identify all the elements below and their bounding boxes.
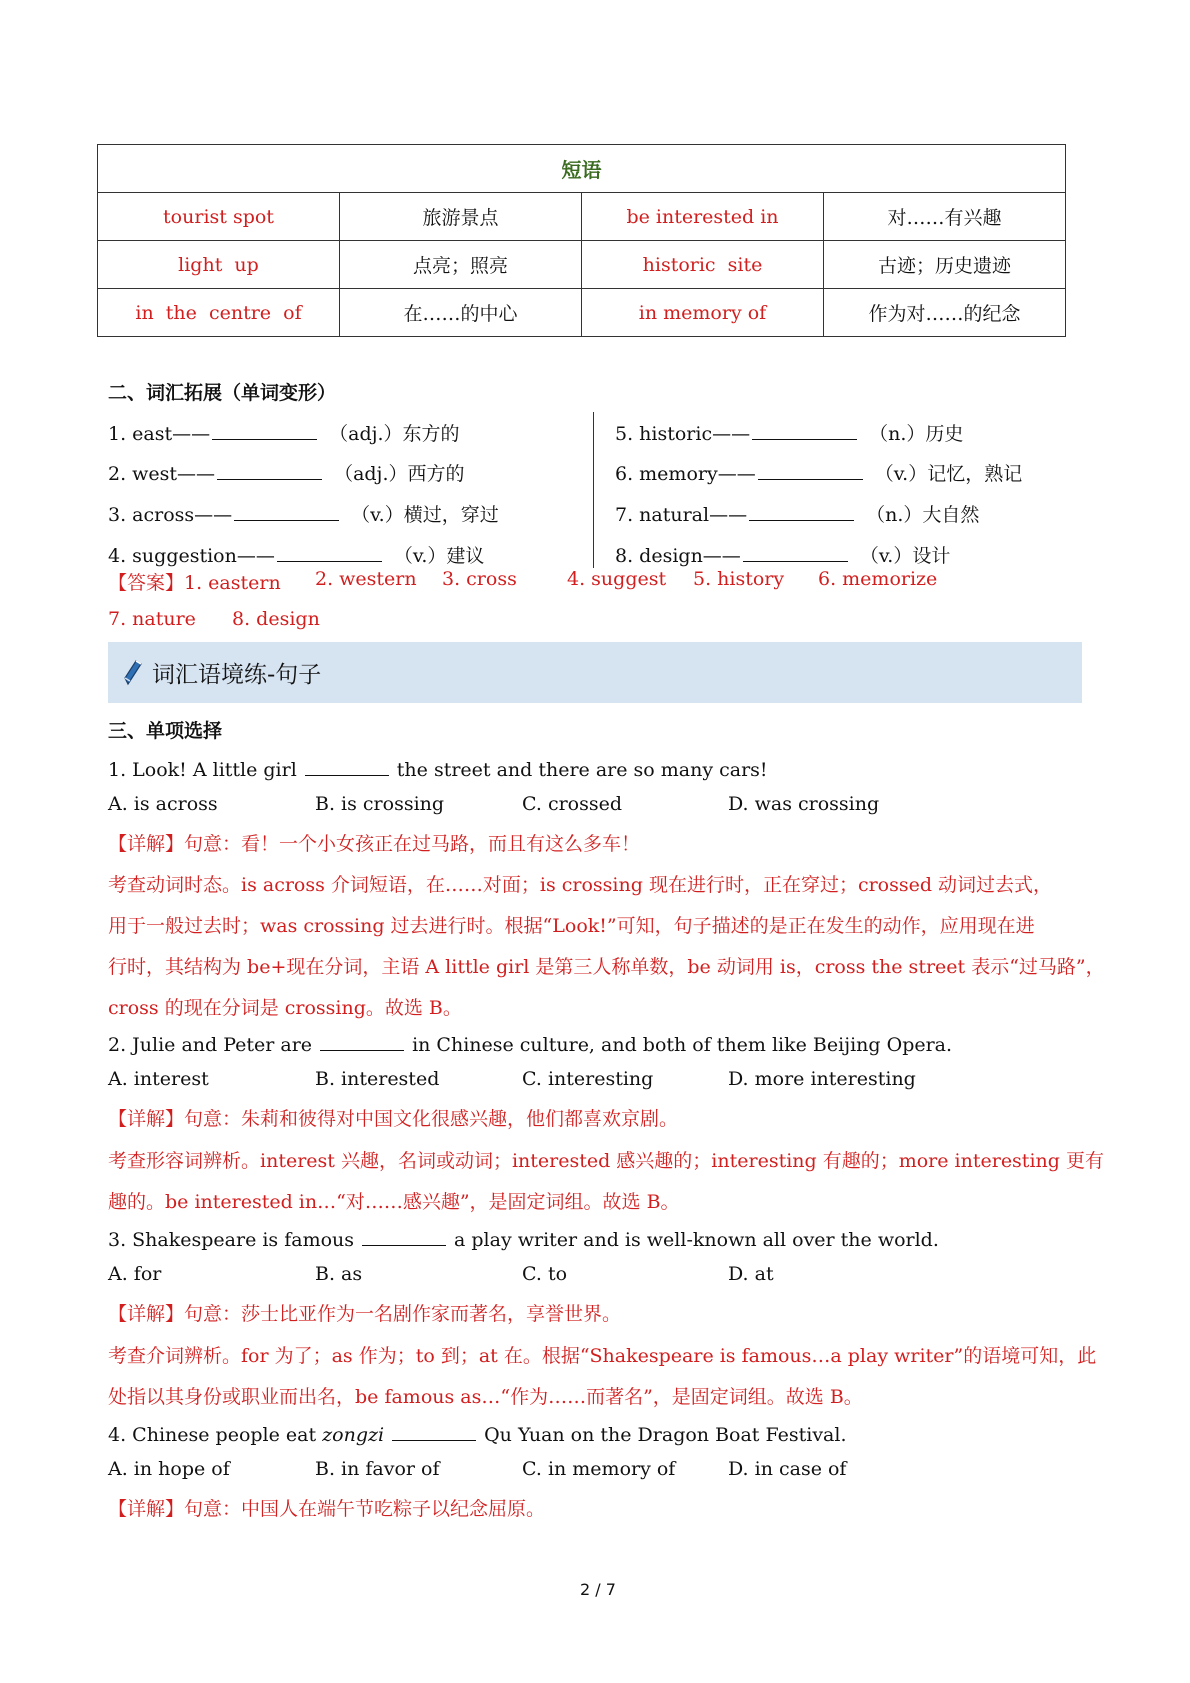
vocab-stem: 6. memory——: [615, 463, 756, 485]
vocab-pos: （adj.）东方的: [329, 423, 460, 445]
phrase-en: historic site: [582, 241, 824, 289]
phrase-zh: 作为对……的纪念: [824, 289, 1066, 337]
answer-blank: [277, 543, 382, 562]
question-stem: [108, 1422, 847, 1446]
phrase-en: be interested in: [582, 193, 824, 241]
stem-part: in Chinese culture, and both of them like Beijing Opera.: [412, 1034, 953, 1056]
answer-item: 3. cross: [442, 568, 517, 590]
stem-part: a play writer and is well-known all over the world.: [454, 1229, 939, 1251]
answer-item: 2. western: [315, 568, 417, 590]
vocab-item: [108, 541, 484, 568]
phrase-en: in the centre of: [98, 289, 340, 337]
answer-item: 1. eastern: [184, 572, 281, 594]
explain-line: 考查形容词辨析。interest 兴趣，名词或动词；interested 感兴趣的；interesting 有趣的；more interesting 更有: [108, 1150, 1104, 1172]
phrase-zh: 点亮；照亮: [340, 241, 582, 289]
answer-item: 7. nature: [108, 608, 196, 630]
explain-line: 行时，其结构为 be+现在分词，主语 A little girl 是第三人称单数，be 动词用 is，cross the street 表示“过马路”，: [108, 956, 1105, 978]
answer-line: [108, 568, 281, 595]
vocab-stem: 8. design——: [615, 545, 741, 567]
option: D. at: [728, 1263, 774, 1285]
option: D. in case of: [728, 1458, 847, 1480]
vocab-pos: （v.）横过，穿过: [351, 504, 499, 526]
vocab-item: [615, 419, 963, 446]
vocab-item: [615, 541, 950, 568]
explain-line: 【详解】句意：莎士比亚作为一名剧作家而著名，享誉世界。: [108, 1303, 622, 1325]
answer-item: 5. history: [693, 568, 785, 590]
vocab-stem: 2. west——: [108, 463, 216, 485]
option: D. more interesting: [728, 1068, 916, 1090]
answer-label: 【答案】: [108, 572, 185, 594]
option: A. for: [108, 1263, 162, 1285]
option: B. in favor of: [315, 1458, 440, 1480]
answer-blank: [320, 1032, 404, 1051]
option: D. was crossing: [728, 793, 880, 815]
vocab-item: [615, 459, 1022, 486]
vocab-stem: 4. suggestion——: [108, 545, 275, 567]
option: C. crossed: [522, 793, 623, 815]
explain-line: 【详解】句意：中国人在端午节吃粽子以纪念屈原。: [108, 1498, 546, 1520]
option: C. interesting: [522, 1068, 654, 1090]
answer-item: 4. suggest: [567, 568, 667, 590]
explain-line: 处指以其身份或职业而出名，be famous as…“作为……而著名”，是固定词组。故选 B。: [108, 1386, 863, 1408]
phrase-zh: 旅游景点: [340, 193, 582, 241]
phrase-zh: 古迹；历史遗迹: [824, 241, 1066, 289]
section-banner: [108, 642, 1082, 703]
vocab-stem: 3. across——: [108, 504, 233, 526]
explain-line: cross 的现在分词是 crossing。故选 B。: [108, 997, 462, 1019]
answer-blank: [305, 757, 389, 776]
stem-italic: zongzi: [322, 1424, 385, 1446]
vocab-pos: （v.）设计: [859, 545, 951, 567]
vocab-item: [108, 419, 460, 446]
vocab-pos: （v.）建议: [393, 545, 485, 567]
page-number: 2 / 7: [580, 1580, 616, 1599]
table-row: [98, 193, 1066, 241]
answer-blank: [362, 1227, 446, 1246]
vocab-stem: 5. historic——: [615, 423, 751, 445]
explain-line: 考查介词辨析。for 为了；as 作为；to 到；at 在。根据“Shakespeare is famous…a play writer”的语境可知，此: [108, 1345, 1097, 1367]
section-title: 三、单项选择: [108, 720, 223, 742]
option: C. in memory of: [522, 1458, 676, 1480]
answer-blank: [217, 461, 322, 480]
option: A. is across: [108, 793, 218, 815]
phrase-en: in memory of: [582, 289, 824, 337]
banner-title: 词汇语境练-句子: [152, 662, 322, 688]
answer-blank: [392, 1422, 476, 1441]
vocab-item: [615, 500, 979, 527]
answer-blank: [758, 461, 863, 480]
question-stem: [108, 1032, 952, 1056]
explain-line: 考查动词时态。is across 介词短语，在……对面；is crossing 现在进行时，正在穿过；crossed 动词过去式，: [108, 874, 1053, 896]
table-row: [98, 289, 1066, 337]
answer-blank: [212, 421, 317, 440]
question-stem: [108, 1227, 939, 1251]
vocab-stem: 7. natural——: [615, 504, 748, 526]
vocab-item: [108, 459, 464, 486]
explain-line: 【详解】句意：看！一个小女孩正在过马路，而且有这么多车！: [108, 833, 641, 855]
phrase-zh: 对……有兴趣: [824, 193, 1066, 241]
stem-part: 1. Look! A little girl: [108, 759, 297, 781]
phrase-zh: 在……的中心: [340, 289, 582, 337]
stem-part: the street and there are so many cars!: [396, 759, 768, 781]
option: B. interested: [315, 1068, 440, 1090]
explain-line: 【详解】句意：朱莉和彼得对中国文化很感兴趣，他们都喜欢京剧。: [108, 1108, 679, 1130]
vocab-pos: （n.）历史: [869, 423, 964, 445]
question-stem: [108, 757, 768, 781]
phrase-table-header: 短语: [98, 145, 1066, 193]
stem-part: 2. Julie and Peter are: [108, 1034, 313, 1056]
vocab-stem: 1. east——: [108, 423, 211, 445]
answer-blank: [752, 421, 857, 440]
stem-part: 3. Shakespeare is famous: [108, 1229, 355, 1251]
answer-item: 8. design: [232, 608, 320, 630]
pencil-icon: [122, 658, 144, 686]
phrase-table: [97, 144, 1066, 337]
section-title: 二、词汇拓展（单词变形）: [108, 382, 337, 404]
answer-item: 6. memorize: [818, 568, 938, 590]
option: C. to: [522, 1263, 568, 1285]
answer-blank: [749, 502, 854, 521]
vocab-item: [108, 500, 499, 527]
phrase-en: tourist spot: [98, 193, 340, 241]
stem-part: 4. Chinese people eat: [108, 1424, 317, 1446]
answer-blank: [743, 543, 848, 562]
answer-blank: [234, 502, 339, 521]
option: A. interest: [108, 1068, 209, 1090]
option: B. as: [315, 1263, 363, 1285]
vocab-pos: （v.）记忆，熟记: [874, 463, 1023, 485]
vocab-pos: （adj.）西方的: [334, 463, 465, 485]
explain-line: 用于一般过去时；was crossing 过去进行时。根据“Look!”可知，句子描述的是正在发生的动作，应用现在进: [108, 915, 1035, 937]
explain-line: 趣的。be interested in…“对……感兴趣”，是固定词组。故选 B。: [108, 1191, 680, 1213]
option: A. in hope of: [108, 1458, 230, 1480]
stem-part: Qu Yuan on the Dragon Boat Festival.: [484, 1424, 847, 1446]
option: B. is crossing: [315, 793, 445, 815]
column-divider: [593, 412, 594, 568]
phrase-en: light up: [98, 241, 340, 289]
table-row: [98, 241, 1066, 289]
vocab-pos: （n.）大自然: [866, 504, 980, 526]
